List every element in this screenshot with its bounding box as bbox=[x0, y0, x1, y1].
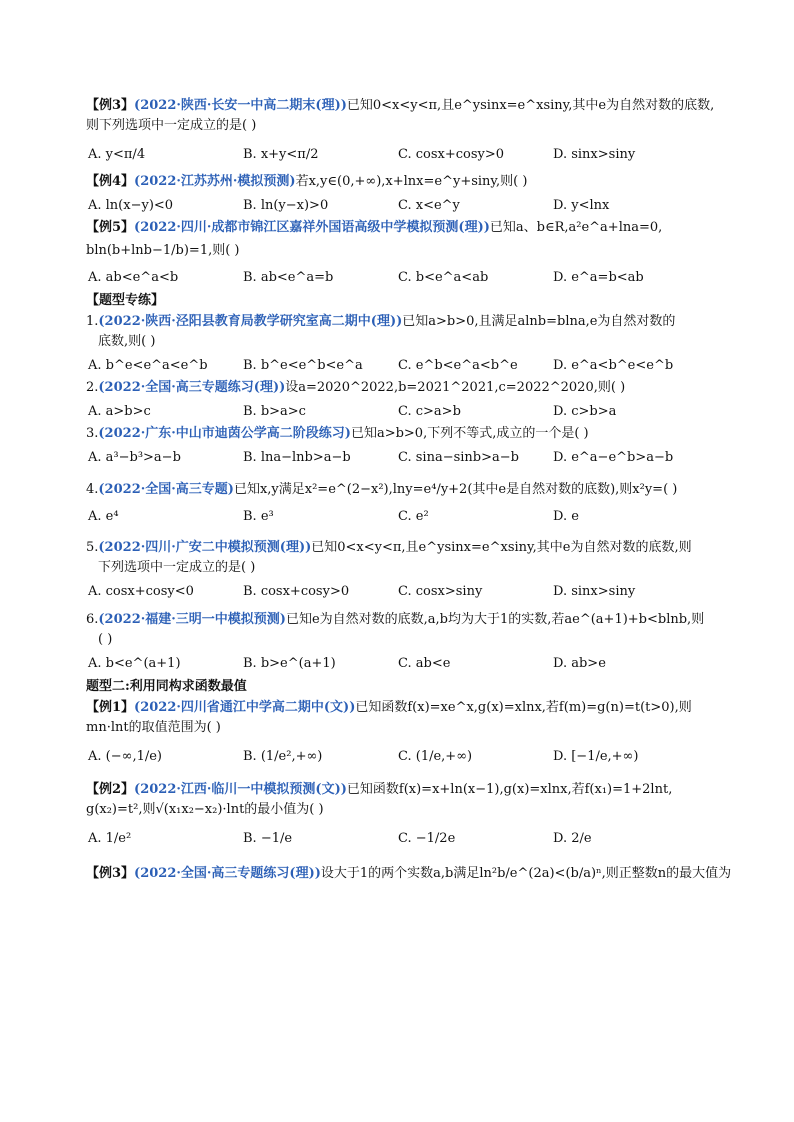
option-a: A. 1/e² bbox=[88, 830, 132, 846]
option-d: D. e^a−e^b>a−b bbox=[553, 449, 674, 465]
option-d: D. [−1/e,+∞) bbox=[553, 748, 639, 764]
option-c: C. (1/e,+∞) bbox=[398, 748, 473, 764]
question-stem-continued: 则下列选项中一定成立的是( ) bbox=[86, 118, 257, 133]
drill-stem-continued: ( ) bbox=[98, 632, 113, 647]
option-b: B. e³ bbox=[243, 508, 274, 524]
option-b: B. b>e^(a+1) bbox=[243, 655, 336, 671]
option-c: C. x<e^y bbox=[398, 197, 460, 213]
option-d: D. e^a=b<ab bbox=[553, 269, 644, 285]
option-b: B. ln(y−x)>0 bbox=[243, 197, 329, 213]
option-row bbox=[88, 136, 738, 172]
drill-number: 5. bbox=[86, 540, 99, 555]
option-a: A. e⁴ bbox=[88, 508, 119, 524]
drill-number: 4. bbox=[86, 482, 99, 497]
drill-number: 3. bbox=[86, 426, 99, 441]
option-b: B. x+y<π/2 bbox=[243, 146, 319, 162]
option-d: D. e^a<b^e<e^b bbox=[553, 357, 674, 373]
question-label: 【例4】 bbox=[86, 174, 135, 189]
question-stem-continued: mn·lnt的取值范围为( ) bbox=[86, 720, 221, 735]
option-c: C. −1/2e bbox=[398, 830, 456, 846]
example2-3 bbox=[86, 864, 738, 884]
question-stem: 已知函数f(x)=xe^x,g(x)=xlnx,若f(m)=g(n)=t(t>0),则 bbox=[355, 700, 692, 715]
example2-1 bbox=[86, 698, 738, 718]
option-b: B. ab<e^a=b bbox=[243, 269, 334, 285]
drill-3 bbox=[86, 424, 738, 444]
option-row bbox=[88, 352, 738, 378]
option-d: D. c>b>a bbox=[553, 403, 617, 419]
option-a: A. ab<e^a<b bbox=[88, 269, 179, 285]
question-source: (2022·四川·成都市锦江区嘉祥外国语高级中学模拟预测(理)) bbox=[134, 220, 490, 235]
drill-stem: 已知e为自然对数的底数,a,b均为大于1的实数,若ae^(a+1)+b<blnb,则 bbox=[285, 612, 705, 627]
option-row bbox=[88, 738, 738, 774]
drill-source: (2022·福建·三明一中模拟预测) bbox=[98, 612, 286, 627]
question-label: 【例5】 bbox=[86, 220, 135, 235]
drill-5 bbox=[86, 538, 738, 558]
question-stem-continued: g(x₂)=t²,则√(x₁x₂−x₂)·lnt的最小值为( ) bbox=[86, 802, 324, 817]
question-source: (2022·陕西·长安一中高二期末(理)) bbox=[134, 98, 347, 113]
option-c: C. c>a>b bbox=[398, 403, 461, 419]
question-source: (2022·江苏苏州·模拟预测) bbox=[134, 174, 296, 189]
question-label: 【例3】 bbox=[86, 866, 135, 881]
option-row bbox=[88, 264, 738, 290]
question-example-3 bbox=[86, 96, 738, 116]
question-stem-continued: bln(b+lnb−1/b)=1,则( ) bbox=[86, 243, 240, 258]
question-stem: 已知0<x<y<π,且e^ysinx=e^xsiny,其中e为自然对数的底数, bbox=[346, 98, 715, 113]
drill-stem: 设a=2020^2022,b=2021^2021,c=2022^2020,则( ) bbox=[285, 380, 626, 395]
section-heading-drills: 【题型专练】 bbox=[86, 293, 165, 308]
drill-stem-continued: 底数,则( ) bbox=[98, 334, 156, 349]
question-label: 【例3】 bbox=[86, 98, 135, 113]
drill-2 bbox=[86, 378, 738, 398]
question-stem: 若x,y∈(0,+∞),x+lnx=e^y+siny,则( ) bbox=[295, 174, 528, 189]
worksheet-page bbox=[86, 96, 738, 884]
option-row bbox=[88, 192, 738, 218]
option-d: D. 2/e bbox=[553, 830, 592, 846]
question-source: (2022·江西·临川一中模拟预测(文)) bbox=[134, 782, 347, 797]
option-row bbox=[88, 820, 738, 856]
question-stem: 已知a、b∈R,a²e^a+lna=0, bbox=[489, 220, 663, 235]
option-c: C. b<e^a<ab bbox=[398, 269, 489, 285]
option-a: A. b^e<e^a<e^b bbox=[88, 357, 208, 373]
drill-source: (2022·广东·中山市迪茵公学高二阶段练习) bbox=[98, 426, 351, 441]
option-a: A. a>b>c bbox=[88, 403, 151, 419]
drill-stem: 已知x,y满足x²=e^(2−x²),lny=e⁴/y+2(其中e是自然对数的底数),则x²y=( ) bbox=[233, 482, 678, 497]
option-c: C. ab<e bbox=[398, 655, 451, 671]
drill-source: (2022·全国·高三专题) bbox=[98, 482, 234, 497]
option-b: B. b>a>c bbox=[243, 403, 306, 419]
drill-1 bbox=[86, 312, 738, 332]
option-d: D. e bbox=[553, 508, 579, 524]
option-row bbox=[88, 650, 738, 676]
drill-number: 6. bbox=[86, 612, 99, 627]
option-d: D. sinx>siny bbox=[553, 146, 636, 162]
option-row bbox=[88, 444, 738, 470]
option-d: D. sinx>siny bbox=[553, 583, 636, 599]
question-source: (2022·四川省通江中学高二期中(文)) bbox=[134, 700, 356, 715]
question-stem: 设大于1的两个实数a,b满足ln²b/e^(2a)<(b/a)ⁿ,则正整数n的最大值为 bbox=[320, 866, 732, 881]
drill-stem-continued: 下列选项中一定成立的是( ) bbox=[98, 560, 256, 575]
option-row bbox=[88, 398, 738, 424]
question-example-5 bbox=[86, 218, 738, 238]
option-b: B. b^e<e^b<e^a bbox=[243, 357, 363, 373]
section-heading-type-2: 题型二:利用同构求函数最值 bbox=[86, 679, 247, 694]
drill-source: (2022·全国·高三专题练习(理)) bbox=[98, 380, 286, 395]
option-b: B. (1/e²,+∞) bbox=[243, 748, 323, 764]
option-c: C. e^b<e^a<b^e bbox=[398, 357, 518, 373]
option-d: D. ab>e bbox=[553, 655, 606, 671]
option-b: B. cosx+cosy>0 bbox=[243, 583, 350, 599]
option-row bbox=[88, 500, 738, 532]
option-c: C. cosx+cosy>0 bbox=[398, 146, 505, 162]
option-c: C. sina−sinb>a−b bbox=[398, 449, 519, 465]
drill-source: (2022·陕西·泾阳县教育局教学研究室高二期中(理)) bbox=[98, 314, 403, 329]
option-a: A. a³−b³>a−b bbox=[88, 449, 181, 465]
question-stem: 已知函数f(x)=x+ln(x−1),g(x)=xlnx,若f(x₁)=1+2lnt, bbox=[346, 782, 673, 797]
option-b: B. −1/e bbox=[243, 830, 293, 846]
option-a: A. b<e^(a+1) bbox=[88, 655, 181, 671]
drill-stem: 已知0<x<y<π,且e^ysinx=e^xsiny,其中e为自然对数的底数,则 bbox=[311, 540, 692, 555]
example2-2 bbox=[86, 780, 738, 800]
drill-4 bbox=[86, 480, 738, 500]
drill-6 bbox=[86, 610, 738, 630]
option-a: A. y<π/4 bbox=[88, 146, 146, 162]
drill-stem: 已知a>b>0,且满足alnb=blna,e为自然对数的 bbox=[402, 314, 676, 329]
drill-number: 1. bbox=[86, 314, 99, 329]
option-a: A. cosx+cosy<0 bbox=[88, 583, 194, 599]
option-row bbox=[88, 578, 738, 604]
question-source: (2022·全国·高三专题练习(理)) bbox=[134, 866, 321, 881]
question-example-4 bbox=[86, 172, 738, 192]
question-label: 【例1】 bbox=[86, 700, 135, 715]
question-label: 【例2】 bbox=[86, 782, 135, 797]
drill-stem: 已知a>b>0,下列不等式,成立的一个是( ) bbox=[350, 426, 589, 441]
option-d: D. y<lnx bbox=[553, 197, 610, 213]
option-a: A. ln(x−y)<0 bbox=[88, 197, 174, 213]
option-a: A. (−∞,1/e) bbox=[88, 748, 162, 764]
option-c: C. e² bbox=[398, 508, 429, 524]
option-c: C. cosx>siny bbox=[398, 583, 483, 599]
drill-source: (2022·四川·广安二中模拟预测(理)) bbox=[98, 540, 312, 555]
option-b: B. lna−lnb>a−b bbox=[243, 449, 351, 465]
drill-number: 2. bbox=[86, 380, 99, 395]
